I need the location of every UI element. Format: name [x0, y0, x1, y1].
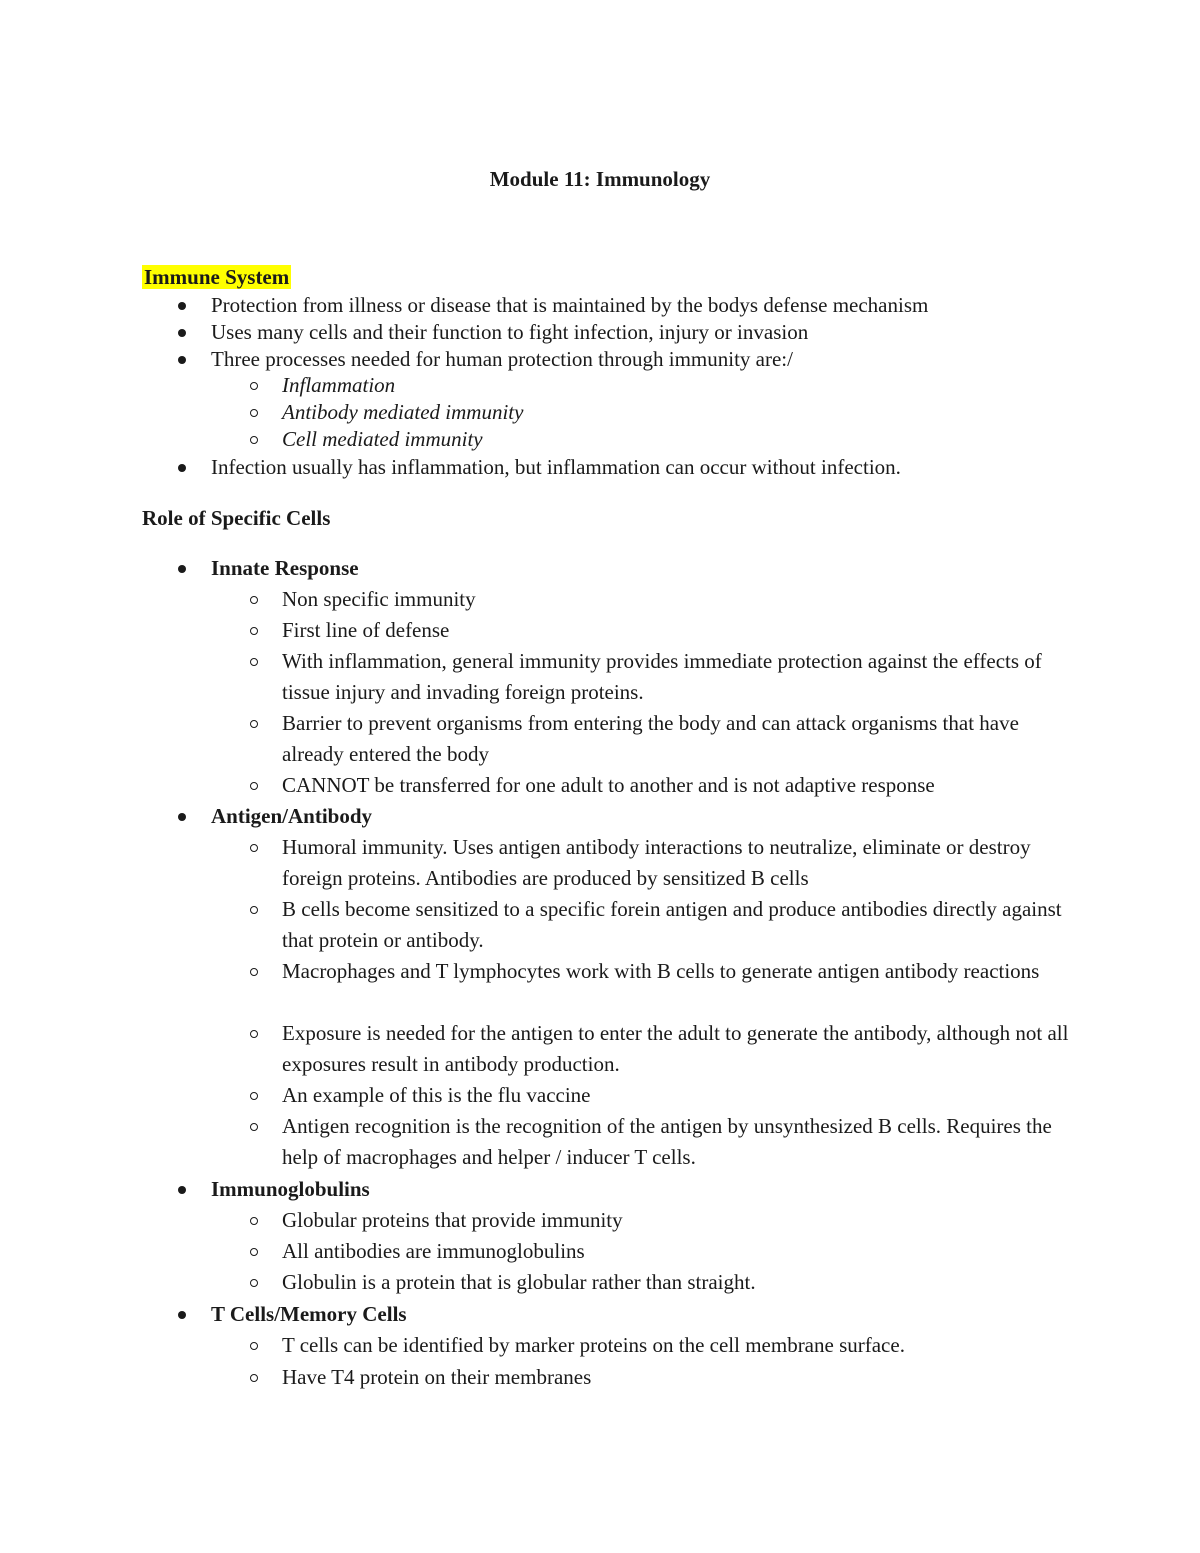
list-item-heading: Antigen/Antibody [211, 804, 373, 828]
sub-list-item: Barrier to prevent organisms from entering the body and can attack organisms that have already entered the body [282, 711, 1019, 766]
list-item: Three processes needed for human protection through immunity are:/ [211, 347, 793, 371]
sub-list-item: Humoral immunity. Uses antigen antibody interactions to neutralize, eliminate or destroy foreign proteins. Antibodies are produced by sensitized B cells [282, 835, 1031, 890]
list-item-heading: Immunoglobulins [211, 1177, 370, 1201]
circle-bullet-icon [250, 1342, 258, 1350]
sub-list-item: With inflammation, general immunity provides immediate protection against the effects of tissue injury and invading foreign proteins. [282, 649, 1042, 704]
circle-bullet-icon [250, 658, 258, 666]
circle-bullet-icon [250, 1092, 258, 1100]
list-item-heading: T Cells/Memory Cells [211, 1302, 407, 1326]
circle-bullet-icon [250, 1030, 258, 1038]
bullet-icon [178, 464, 186, 472]
circle-bullet-icon [250, 1279, 258, 1287]
bullet-icon [178, 329, 186, 337]
section-heading-role-of-specific-cells: Role of Specific Cells [142, 506, 331, 530]
circle-bullet-icon [250, 436, 258, 444]
list-item: Protection from illness or disease that is maintained by the bodys defense mechanism [211, 293, 929, 317]
bullet-icon [178, 1186, 186, 1194]
sub-list-item: First line of defense [282, 618, 450, 642]
circle-bullet-icon [250, 382, 258, 390]
list-item-heading: Innate Response [211, 556, 359, 580]
sub-list-item: T cells can be identified by marker proteins on the cell membrane surface. [282, 1333, 905, 1357]
circle-bullet-icon [250, 906, 258, 914]
circle-bullet-icon [250, 1374, 258, 1382]
sub-list-item: Antibody mediated immunity [282, 400, 524, 424]
sub-list-item: Inflammation [282, 373, 396, 397]
page-title: Module 11: Immunology [489, 167, 711, 191]
sub-list-item: Have T4 protein on their membranes [282, 1365, 592, 1389]
bullet-icon [178, 565, 186, 573]
circle-bullet-icon [250, 844, 258, 852]
circle-bullet-icon [250, 720, 258, 728]
highlighted-heading-text: Immune System [144, 265, 290, 289]
sub-list-item: Antigen recognition is the recognition of the antigen by unsynthesized B cells. Requires the help of macrophages and helper / inducer T cells. [282, 1114, 1052, 1169]
sub-list-item: Globulin is a protein that is globular rather than straight. [282, 1270, 756, 1294]
sub-list-item: Macrophages and T lymphocytes work with B cells to generate antigen antibody reactions [282, 959, 1040, 983]
circle-bullet-icon [250, 1217, 258, 1225]
sub-list-item: Exposure is needed for the antigen to enter the adult to generate the antibody, although not all exposures result in antibody production. [282, 1021, 1069, 1076]
list-item: Uses many cells and their function to fight infection, injury or invasion [211, 320, 809, 344]
sub-list-item: All antibodies are immunoglobulins [282, 1239, 585, 1263]
circle-bullet-icon [250, 1248, 258, 1256]
bullet-icon [178, 356, 186, 364]
circle-bullet-icon [250, 627, 258, 635]
sub-list-item: An example of this is the flu vaccine [282, 1083, 591, 1107]
circle-bullet-icon [250, 782, 258, 790]
sub-list-item: B cells become sensitized to a specific forein antigen and produce antibodies directly against that protein or antibody. [282, 897, 1062, 952]
circle-bullet-icon [250, 1123, 258, 1131]
section-heading-immune-system [142, 263, 291, 291]
circle-bullet-icon [250, 596, 258, 604]
bullet-icon [178, 813, 186, 821]
sub-list-item: Cell mediated immunity [282, 427, 483, 451]
sub-list-item: Non specific immunity [282, 587, 476, 611]
list-item: Infection usually has inflammation, but inflammation can occur without infection. [211, 455, 901, 479]
circle-bullet-icon [250, 968, 258, 976]
bullet-icon [178, 302, 186, 310]
circle-bullet-icon [250, 409, 258, 417]
sub-list-item: CANNOT be transferred for one adult to another and is not adaptive response [282, 773, 935, 797]
bullet-icon [178, 1311, 186, 1319]
sub-list-item: Globular proteins that provide immunity [282, 1208, 623, 1232]
